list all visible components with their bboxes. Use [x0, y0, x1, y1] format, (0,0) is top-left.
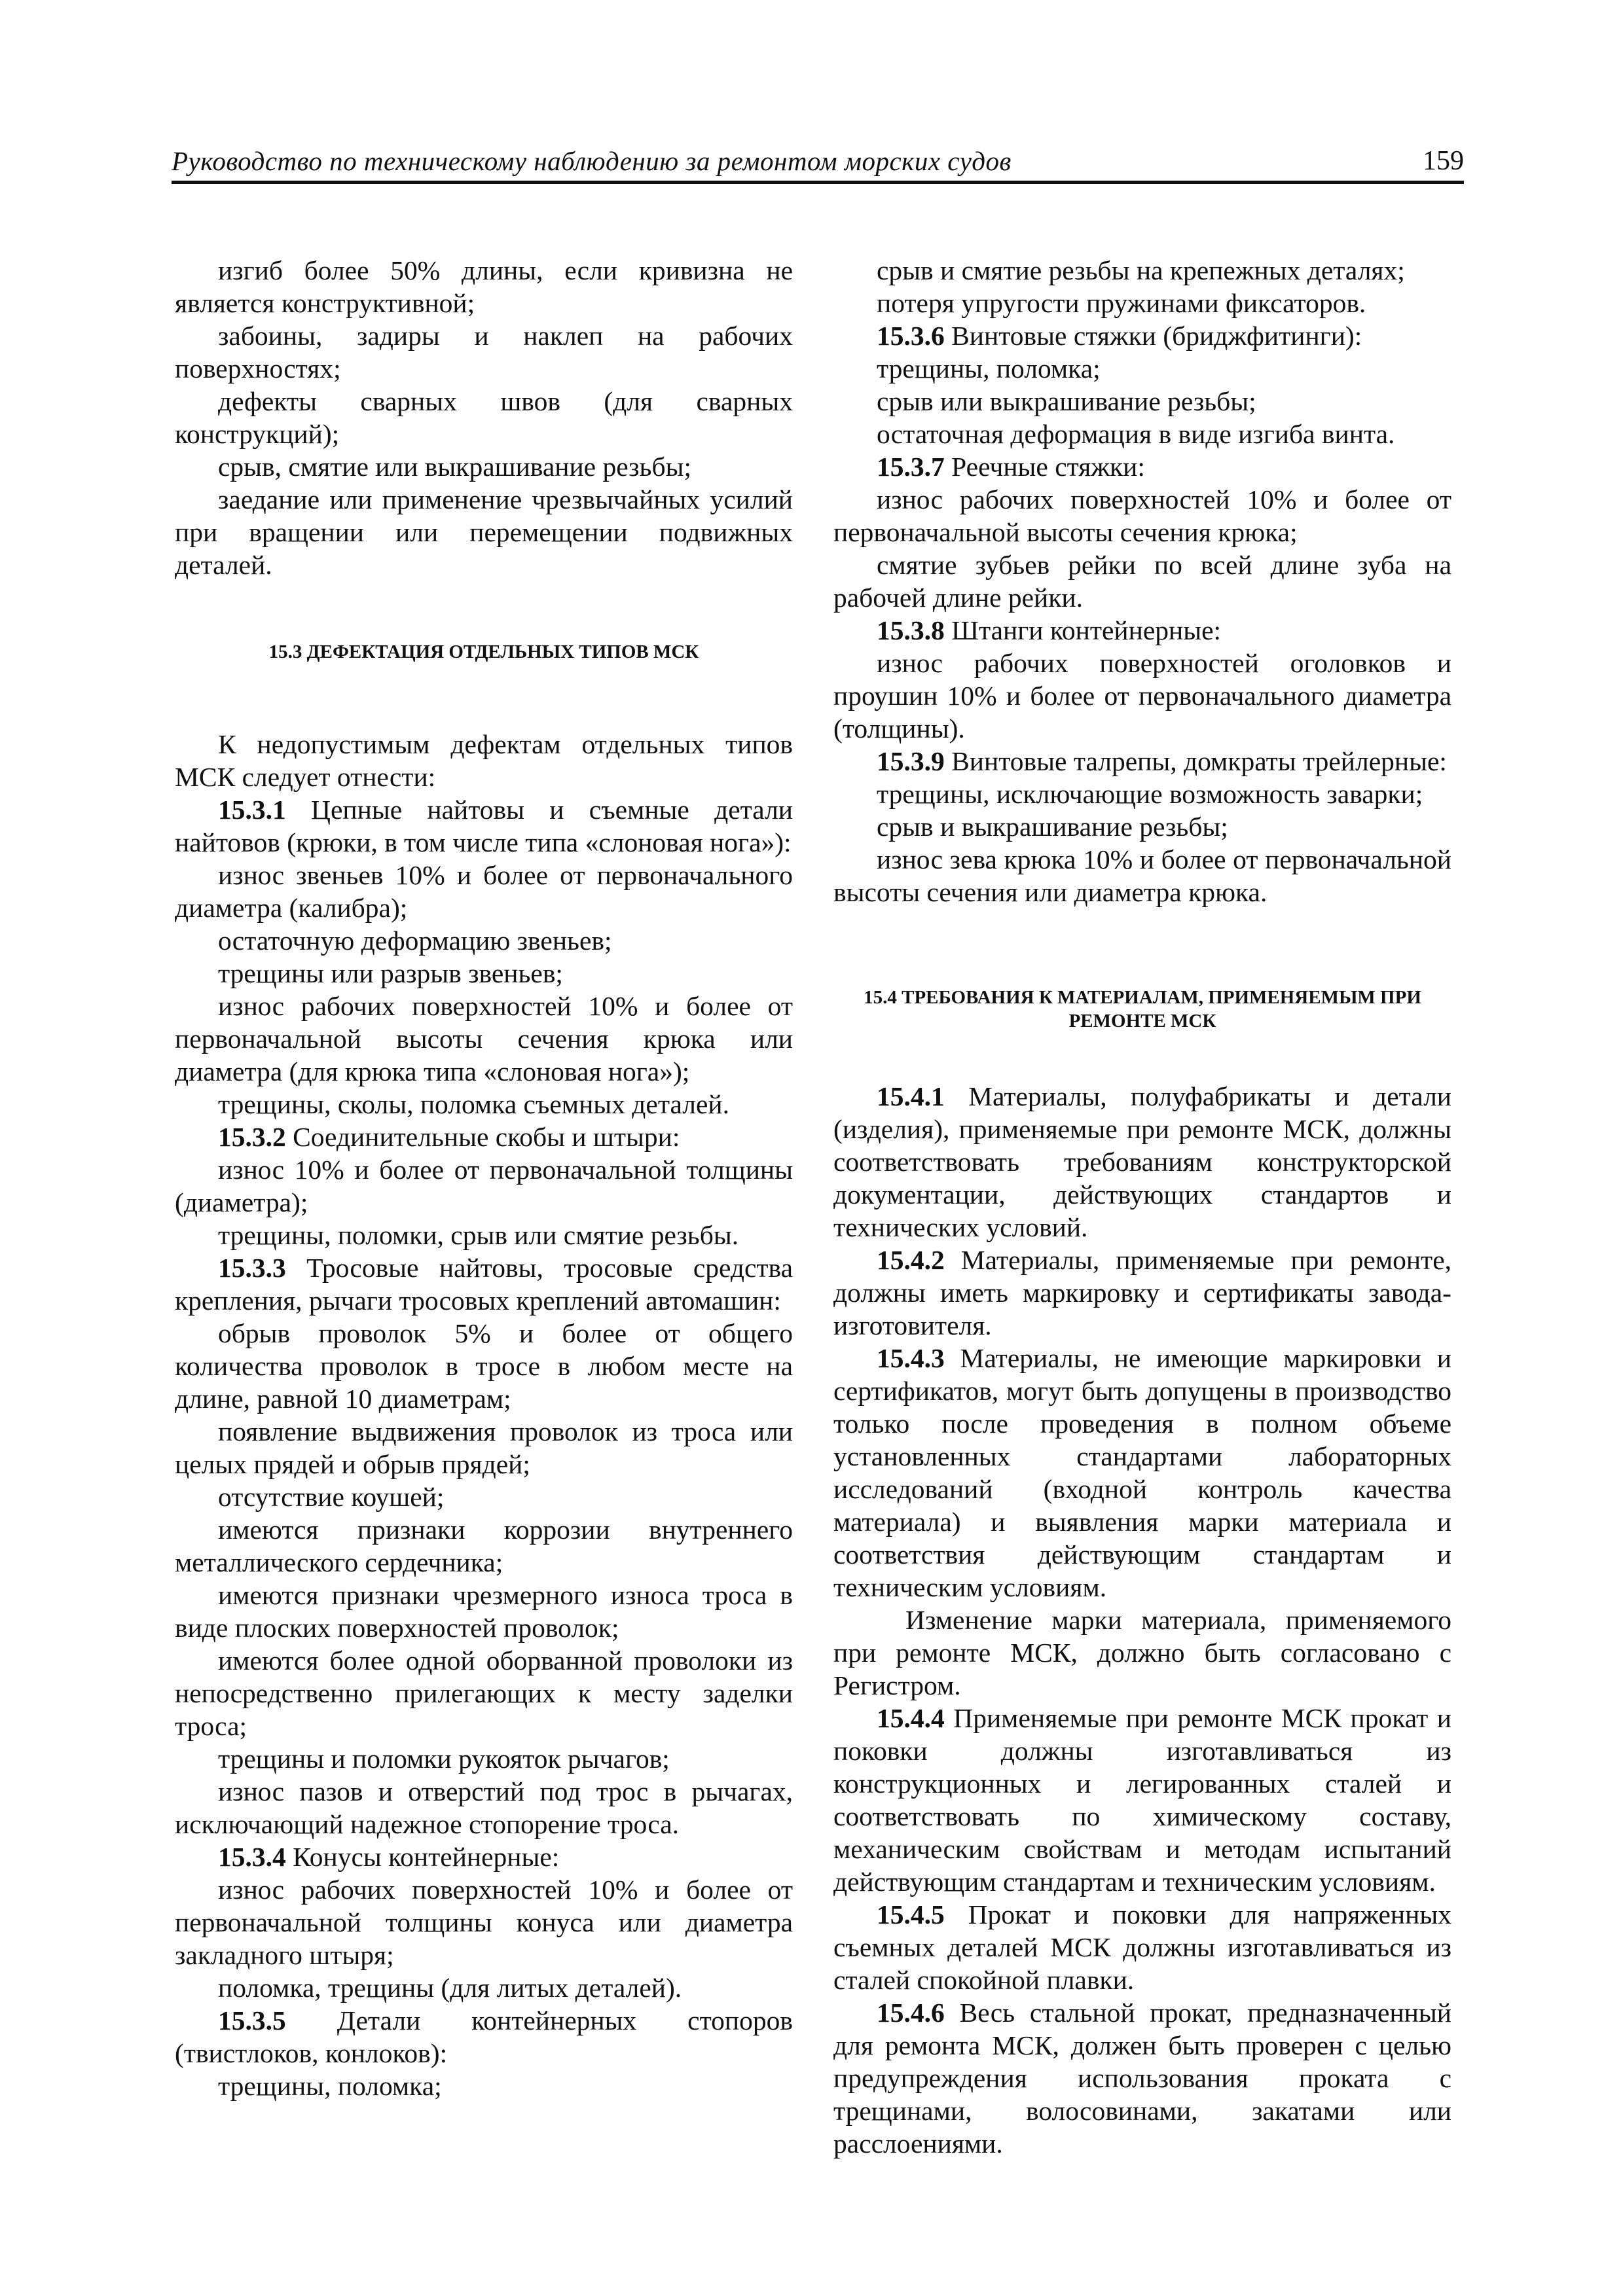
paragraph: износ звеньев 10% и более от первоначального диаметра (калибра);	[175, 860, 793, 923]
paragraph: потеря упругости пружинами фиксаторов.	[877, 288, 1366, 318]
paragraph: Изменение марки материала, применяемого при ремонте МСК, должно быть согласовано с Регистром.	[833, 1605, 1451, 1700]
clause-number: 15.4.3	[877, 1343, 945, 1373]
paragraph: 15.3.1 Цепные найтовы и съемные детали найтовов (крюки, в том числе типа «слоновая нога»):	[175, 795, 793, 857]
paragraph: срыв и выкрашивание резьбы;	[877, 812, 1228, 842]
paragraph: износ 10% и более от первоначальной толщины (диаметра);	[175, 1155, 793, 1217]
paragraph: износ рабочих поверхностей 10% и более от первоначальной высоты сечения крюка или диаметра (для крюка типа «слоновая нога»);	[175, 991, 793, 1086]
header-title: Руководство по техническому наблюдению за ремонтом морских судов	[172, 146, 1012, 176]
paragraph: износ рабочих поверхностей оголовков и проушин 10% и более от первоначального диаметра (толщины).	[833, 648, 1451, 744]
clause-number: 15.3.7	[877, 452, 945, 482]
paragraph: износ рабочих поверхностей 10% и более от первоначальной толщины конуса или диаметра закладного штыря;	[175, 1874, 793, 1970]
paragraph: трещины или разрыв звеньев;	[218, 958, 563, 988]
clause-number: 15.3.9	[877, 746, 945, 776]
paragraph: трещины, поломки, срыв или смятие резьбы.	[218, 1220, 739, 1250]
paragraph: заедание или применение чрезвычайных усилий при вращении или перемещении подвижных деталей.	[175, 484, 793, 580]
paragraph: имеются признаки коррозии внутреннего металлического сердечника;	[175, 1515, 793, 1577]
section-heading: 15.4 ТРЕБОВАНИЯ К МАТЕРИАЛАМ, ПРИМЕНЯЕМЫМ ПРИ РЕМОНТЕ МСК	[864, 987, 1421, 1031]
clause-number: 15.4.5	[877, 1899, 945, 1929]
paragraph: трещины, сколы, поломка съемных деталей.	[218, 1089, 729, 1119]
paragraph: 15.3.5 Детали контейнерных стопоров (твистлоков, конлоков):	[175, 2005, 793, 2068]
paragraph: 15.4.5 Прокат и поковки для напряженных съемных деталей МСК должны изготавливаться из сталей спокойной плавки.	[833, 1899, 1451, 1995]
paragraph: 15.3.2 Соединительные скобы и штыри:	[218, 1122, 680, 1152]
right-column	[833, 254, 1451, 2160]
paragraph: 15.4.3 Материалы, не имеющие маркировки и сертификатов, могут быть допущены в производство только после проведения в полном объеме установленных стандартами лабораторных исследований (входной контроль качества материала) и выявления марки материала и соответствия действующим стандартам и техническим условиям.	[833, 1343, 1451, 1602]
clause-number: 15.3.1	[218, 795, 286, 825]
running-header	[172, 140, 1464, 184]
paragraph: 15.3.3 Тросовые найтовы, тросовые средства крепления, рычаги тросовых креплений автомашин:	[175, 1253, 793, 1316]
paragraph: износ рабочих поверхностей 10% и более от первоначальной высоты сечения крюка;	[833, 484, 1451, 547]
clause-number: 15.4.1	[877, 1081, 945, 1111]
clause-number: 15.4.4	[877, 1703, 945, 1733]
clause-number: 15.3.5	[218, 2005, 286, 2036]
paragraph: трещины и поломки рукояток рычагов;	[218, 1744, 670, 1774]
paragraph: дефекты сварных швов (для сварных конструкций);	[175, 386, 793, 449]
clause-number: 15.4.6	[877, 1998, 945, 2028]
paragraph: износ зева крюка 10% и более от первоначальной высоты сечения или диаметра крюка.	[833, 844, 1451, 907]
paragraph: остаточную деформацию звеньев;	[218, 925, 612, 956]
paragraph: 15.3.8 Штанги контейнерные:	[877, 615, 1222, 645]
paragraph: остаточная деформация в виде изгиба винта.	[877, 419, 1395, 449]
paragraph: 15.4.4 Применяемые при ремонте МСК прокат и поковки должны изготавливаться из конструкционных и легированных сталей и соответствовать по химическому составу, механическим свойствам и методам испытаний действующим стандартам и техническим условиям.	[833, 1703, 1451, 1897]
clause-number: 15.4.2	[877, 1245, 945, 1275]
clause-number: 15.3.3	[218, 1253, 286, 1283]
paragraph: 15.3.6 Винтовые стяжки (бриджфитинги):	[877, 321, 1362, 351]
paragraph: срыв или выкрашивание резьбы;	[877, 386, 1256, 416]
paragraph: поломка, трещины (для литых деталей).	[218, 1973, 682, 2003]
clause-number: 15.3.8	[877, 615, 945, 645]
paragraph: 15.4.6 Весь стальной прокат, предназначенный для ремонта МСК, должен быть проверен с целью предупреждения использования проката с трещинами, волосовинами, закатами или расслоениями.	[833, 1998, 1451, 2159]
paragraph: имеются признаки чрезмерного износа троса в виде плоских поверхностей проволок;	[175, 1580, 793, 1643]
paragraph: 15.3.7 Реечные стяжки:	[877, 452, 1145, 482]
clause-number: 15.3.6	[877, 321, 945, 351]
section-heading: 15.3 ДЕФЕКТАЦИЯ ОТДЕЛЬНЫХ ТИПОВ МСК	[268, 641, 699, 662]
paragraph: забоины, задиры и наклеп на рабочих поверхностях;	[175, 321, 793, 384]
paragraph: трещины, поломка;	[877, 353, 1101, 384]
paragraph: обрыв проволок 5% и более от общего количества проволок в тросе в любом месте на длине, равной 10 диаметрам;	[175, 1318, 793, 1414]
paragraph: 15.4.2 Материалы, применяемые при ремонте, должны иметь маркировку и сертификаты завода-изготовителя.	[833, 1245, 1451, 1340]
paragraph: срыв, смятие или выкрашивание резьбы;	[218, 452, 691, 482]
clause-number: 15.3.2	[218, 1122, 286, 1152]
paragraph: К недопустимым дефектам отдельных типов МСК следует отнести:	[175, 729, 793, 792]
paragraph: появление выдвижения проволок из троса или целых прядей и обрыв прядей;	[175, 1416, 793, 1479]
paragraph: отсутствие коушей;	[218, 1482, 445, 1512]
paragraph: изгиб более 50% длины, если кривизна не является конструктивной;	[175, 255, 793, 318]
page-number: 159	[1423, 146, 1464, 176]
paragraph: 15.4.1 Материалы, полуфабрикаты и детали (изделия), применяемые при ремонте МСК, должны соответствовать требованиям конструкторской документации, действующих стандартов и технических условий.	[833, 1081, 1451, 1242]
paragraph: трещины, поломка;	[218, 2071, 442, 2101]
clause-number: 15.3.4	[218, 1842, 286, 1872]
paragraph: срыв и смятие резьбы на крепежных деталях;	[877, 255, 1405, 285]
paragraph: трещины, исключающие возможность заварки;	[877, 779, 1423, 809]
left-column	[175, 254, 793, 2102]
paragraph: смятие зубьев рейки по всей длине зуба на рабочей длине рейки.	[833, 550, 1451, 613]
paragraph: имеются более одной оборванной проволоки из непосредственно прилегающих к месту заделки троса;	[175, 1645, 793, 1741]
paragraph: 15.3.4 Конусы контейнерные:	[218, 1842, 560, 1872]
paragraph: 15.3.9 Винтовые талрепы, домкраты трейлерные:	[877, 746, 1447, 776]
paragraph: износ пазов и отверстий под трос в рычагах, исключающий надежное стопорение троса.	[175, 1776, 793, 1839]
